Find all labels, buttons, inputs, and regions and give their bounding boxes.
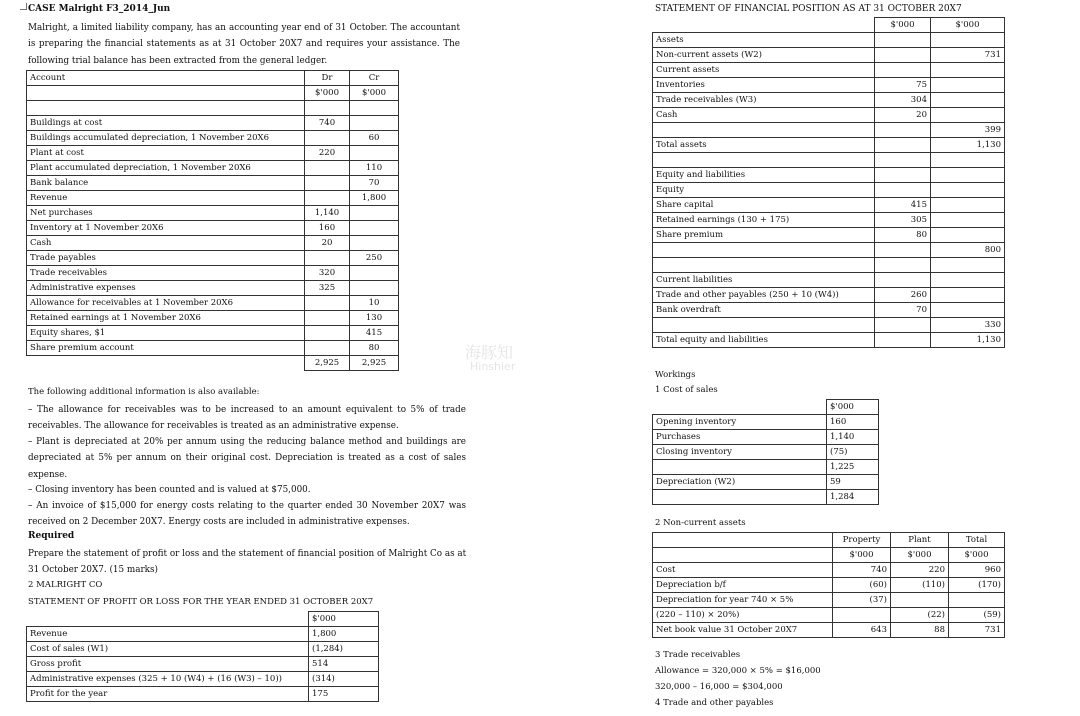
cr-cell: 1,800 (350, 191, 399, 206)
dr-cell (305, 176, 350, 191)
amount-cell: 160 (827, 415, 879, 430)
pl-title: STATEMENT OF PROFIT OR LOSS FOR THE YEAR ENDED 31 OCTOBER 20X7 (28, 597, 374, 607)
cr-cell (350, 266, 399, 281)
account-cell: Allowance for receivables at 1 November 20X6 (27, 296, 305, 311)
amount-cell (875, 153, 931, 168)
additional-info-intro: The following additional information is also available: (28, 387, 260, 397)
dr-cell (305, 131, 350, 146)
item-cell: Share capital (653, 198, 875, 213)
item-cell: Inventories (653, 78, 875, 93)
account-cell: Trade receivables (27, 266, 305, 281)
dr-cell: 1,140 (305, 206, 350, 221)
required-text: Prepare the statement of profit or loss and the statement of financial position of Malright Co as at 31 October 20X7. (15 marks) (28, 549, 467, 576)
dr-cell (305, 311, 350, 326)
table-row (27, 176, 399, 191)
amount-cell: (37) (833, 593, 891, 608)
table-row (653, 578, 1005, 593)
table-row (653, 445, 879, 460)
table-row (653, 318, 1005, 333)
required-label: Required (28, 531, 75, 541)
table-row (27, 326, 399, 341)
table-unit-row (653, 18, 1005, 33)
column-header-dr: Dr (305, 71, 350, 86)
amount-cell (891, 593, 949, 608)
table-row (653, 243, 1005, 258)
item-cell: Cost (653, 563, 833, 578)
table-row (653, 153, 1005, 168)
table-row (653, 258, 1005, 273)
blank-cell (653, 400, 827, 415)
unit-cell: $'000 (350, 86, 399, 101)
dr-cell (305, 161, 350, 176)
cr-cell: 250 (350, 251, 399, 266)
item-cell: Non-current assets (W2) (653, 48, 875, 63)
amount-cell: (110) (891, 578, 949, 593)
subtotal-cell (931, 168, 1005, 183)
column-header: Property (833, 533, 891, 548)
amount-cell: 175 (309, 687, 379, 702)
item-cell: Net book value 31 October 20X7 (653, 623, 833, 638)
dr-cell: 320 (305, 266, 350, 281)
amount-cell: 260 (875, 288, 931, 303)
subtotal-cell (931, 213, 1005, 228)
trial-balance-table (26, 70, 399, 371)
table-row (27, 672, 379, 687)
unit-cell: $'000 (833, 548, 891, 563)
amount-cell: 20 (875, 108, 931, 123)
additional-info-3: – Closing inventory has been counted and is valued at $75,000. (28, 485, 311, 495)
w3-title: 3 Trade receivables (655, 650, 741, 660)
table-row (653, 415, 879, 430)
cr-total-cell: 2,925 (350, 356, 399, 371)
column-header (653, 533, 833, 548)
cr-cell (350, 206, 399, 221)
table-row (27, 642, 379, 657)
dr-cell (305, 296, 350, 311)
amount-cell: 731 (949, 623, 1005, 638)
subtotal-cell (931, 258, 1005, 273)
column-header: Plant (891, 533, 949, 548)
item-cell: Depreciation for year 740 × 5% (653, 593, 833, 608)
account-cell: Cash (27, 236, 305, 251)
unit-cell: $'000 (309, 612, 379, 627)
item-cell: Total equity and liabilities (653, 333, 875, 348)
amount-cell: 740 (833, 563, 891, 578)
item-cell: Gross profit (27, 657, 309, 672)
account-cell: Buildings accumulated depreciation, 1 November 20X6 (27, 131, 305, 146)
table-row (27, 311, 399, 326)
table-row (653, 460, 879, 475)
dr-cell: 740 (305, 116, 350, 131)
table-row (27, 101, 399, 116)
item-cell: Share premium (653, 228, 875, 243)
cr-cell (350, 146, 399, 161)
amount-cell (875, 183, 931, 198)
table-row (653, 78, 1005, 93)
cr-cell (350, 116, 399, 131)
item-cell: Purchases (653, 430, 827, 445)
amount-cell (949, 593, 1005, 608)
financial-position-table (652, 17, 1005, 348)
amount-cell (875, 138, 931, 153)
dr-cell (305, 251, 350, 266)
subtotal-cell (931, 93, 1005, 108)
table-row (653, 608, 1005, 623)
amount-cell (875, 333, 931, 348)
amount-cell: 643 (833, 623, 891, 638)
account-cell: Net purchases (27, 206, 305, 221)
subtotal-cell (931, 33, 1005, 48)
account-cell: Revenue (27, 191, 305, 206)
right-page (650, 0, 1010, 716)
workings-label: Workings (655, 370, 696, 380)
item-cell: Trade and other payables (250 + 10 (W4)) (653, 288, 875, 303)
table-row (27, 281, 399, 296)
table-row (27, 296, 399, 311)
table-total-row (27, 356, 399, 371)
table-row (653, 198, 1005, 213)
table-row (27, 266, 399, 281)
item-cell (653, 243, 875, 258)
account-cell: Retained earnings at 1 November 20X6 (27, 311, 305, 326)
amount-cell: 304 (875, 93, 931, 108)
amount-cell: 220 (891, 563, 949, 578)
answer-heading: 2 MALRIGHT CO (28, 580, 103, 590)
item-cell (653, 153, 875, 168)
dr-cell: 220 (305, 146, 350, 161)
w1-title: 1 Cost of sales (655, 385, 718, 395)
subtotal-cell (931, 288, 1005, 303)
table-row (653, 303, 1005, 318)
table-unit-row (27, 86, 399, 101)
table-row (653, 213, 1005, 228)
table-row (27, 627, 379, 642)
subtotal-cell: 800 (931, 243, 1005, 258)
subtotal-cell (931, 153, 1005, 168)
amount-cell (875, 48, 931, 63)
account-cell: Share premium account (27, 341, 305, 356)
amount-cell: 1,284 (827, 490, 879, 505)
item-cell: Administrative expenses (325 + 10 (W4) + (16 (W3) – 10)) (27, 672, 309, 687)
amount-cell: 80 (875, 228, 931, 243)
table-unit-row (653, 548, 1005, 563)
column-header-cr: Cr (350, 71, 399, 86)
table-row (653, 33, 1005, 48)
item-cell (653, 460, 827, 475)
item-cell: Assets (653, 33, 875, 48)
amount-cell: 1,225 (827, 460, 879, 475)
table-row (27, 687, 379, 702)
table-row (653, 123, 1005, 138)
table-row (653, 430, 879, 445)
cr-cell (350, 101, 399, 116)
item-cell: (220 – 110) × 20%) (653, 608, 833, 623)
cr-cell: 415 (350, 326, 399, 341)
unit-cell (27, 86, 305, 101)
table-row (27, 161, 399, 176)
item-cell: Depreciation b/f (653, 578, 833, 593)
unit-cell (653, 548, 833, 563)
additional-info-2: – Plant is depreciated at 20% per annum using the reducing balance method and buildings are depreciated at 5% per annum on their original cost. Depreciation is treated as a cost of sales expense. (28, 437, 466, 480)
w3-line-2: 320,000 – 16,000 = $304,000 (655, 682, 783, 692)
item-cell: Bank overdraft (653, 303, 875, 318)
table-row (653, 273, 1005, 288)
amount-cell: (75) (827, 445, 879, 460)
dr-cell (305, 191, 350, 206)
unit-cell: $'000 (305, 86, 350, 101)
table-header-row (653, 533, 1005, 548)
dr-cell (305, 341, 350, 356)
amount-cell: (59) (949, 608, 1005, 623)
sfp-title: STATEMENT OF FINANCIAL POSITION AS AT 31 OCTOBER 20X7 (655, 4, 962, 14)
amount-cell (875, 243, 931, 258)
account-cell: Bank balance (27, 176, 305, 191)
table-row (653, 288, 1005, 303)
item-cell: Current liabilities (653, 273, 875, 288)
intro-paragraph: Malright, a limited liability company, has an accounting year end of 31 October. The accountant is preparing the financial statements as at 31 October 20X7 and requires your assistance. The following trial balance has been extracted from the general ledger. (28, 23, 460, 66)
subtotal-cell (931, 78, 1005, 93)
additional-info-1: – The allowance for receivables was to be increased to an amount equivalent to 5% of trade receivables. The allowance for receivables is treated as an administrative expense. (28, 405, 466, 432)
unit-cell: $'000 (827, 400, 879, 415)
item-cell (653, 490, 827, 505)
table-row (653, 138, 1005, 153)
table-row (27, 657, 379, 672)
table-header-row (27, 71, 399, 86)
table-row (653, 48, 1005, 63)
amount-cell (833, 608, 891, 623)
amount-cell: (314) (309, 672, 379, 687)
amount-cell: 70 (875, 303, 931, 318)
item-cell: Opening inventory (653, 415, 827, 430)
additional-info-4: – An invoice of $15,000 for energy costs relating to the quarter ended 30 November 20X7 was received on 2 December 20X7. Energy costs are included in administrative expenses. (28, 501, 466, 528)
item-cell: Cost of sales (W1) (27, 642, 309, 657)
w3-line-1: Allowance = 320,000 × 5% = $16,000 (655, 666, 821, 676)
dr-cell (305, 101, 350, 116)
total-label-cell (27, 356, 305, 371)
dr-cell: 20 (305, 236, 350, 251)
subtotal-cell (931, 228, 1005, 243)
amount-cell: (22) (891, 608, 949, 623)
table-unit-row (27, 612, 379, 627)
subtotal-cell (931, 303, 1005, 318)
table-row (653, 563, 1005, 578)
cr-cell: 60 (350, 131, 399, 146)
amount-cell (875, 33, 931, 48)
subtotal-cell: 1,130 (931, 138, 1005, 153)
subtotal-cell (931, 183, 1005, 198)
non-current-assets-table (652, 532, 1005, 638)
cr-cell (350, 281, 399, 296)
table-row (27, 221, 399, 236)
table-row (653, 593, 1005, 608)
amount-cell: (60) (833, 578, 891, 593)
watermark: 海豚知 (465, 343, 514, 362)
table-row (653, 108, 1005, 123)
blank-cell (27, 612, 309, 627)
table-row (653, 333, 1005, 348)
unit-cell: $'000 (875, 18, 931, 33)
table-row (27, 341, 399, 356)
subtotal-cell (931, 198, 1005, 213)
subtotal-cell: 330 (931, 318, 1005, 333)
dr-total-cell: 2,925 (305, 356, 350, 371)
amount-cell (875, 258, 931, 273)
table-row (653, 623, 1005, 638)
item-cell: Retained earnings (130 + 175) (653, 213, 875, 228)
cr-cell (350, 236, 399, 251)
amount-cell: (170) (949, 578, 1005, 593)
cr-cell (350, 221, 399, 236)
amount-cell (875, 168, 931, 183)
left-page (18, 0, 467, 716)
table-unit-row (653, 400, 879, 415)
cost-of-sales-table (652, 399, 879, 505)
column-header-account: Account (27, 71, 305, 86)
table-row (27, 251, 399, 266)
w4-title: 4 Trade and other payables (655, 698, 774, 708)
account-cell: Inventory at 1 November 20X6 (27, 221, 305, 236)
table-row (653, 63, 1005, 78)
subtotal-cell (931, 108, 1005, 123)
item-cell: Revenue (27, 627, 309, 642)
account-cell: Plant at cost (27, 146, 305, 161)
amount-cell (875, 318, 931, 333)
amount-cell: (1,284) (309, 642, 379, 657)
column-header: Total (949, 533, 1005, 548)
item-cell: Equity and liabilities (653, 168, 875, 183)
cr-cell: 80 (350, 341, 399, 356)
unit-cell: $'000 (949, 548, 1005, 563)
cr-cell: 10 (350, 296, 399, 311)
amount-cell: 1,140 (827, 430, 879, 445)
unit-cell: $'000 (891, 548, 949, 563)
table-row (27, 116, 399, 131)
cr-cell: 70 (350, 176, 399, 191)
table-row (27, 131, 399, 146)
amount-cell: 415 (875, 198, 931, 213)
amount-cell (875, 273, 931, 288)
dr-cell: 160 (305, 221, 350, 236)
account-cell: Administrative expenses (27, 281, 305, 296)
amount-cell: 59 (827, 475, 879, 490)
table-row (27, 206, 399, 221)
amount-cell: 514 (309, 657, 379, 672)
item-cell: Profit for the year (27, 687, 309, 702)
item-cell (653, 258, 875, 273)
table-row (653, 93, 1005, 108)
table-row (653, 490, 879, 505)
subtotal-cell (931, 63, 1005, 78)
table-row (653, 228, 1005, 243)
item-cell: Trade receivables (W3) (653, 93, 875, 108)
case-title: CASE Malright F3_2014_Jun (28, 4, 171, 14)
account-cell: Equity shares, $1 (27, 326, 305, 341)
amount-cell: 305 (875, 213, 931, 228)
cr-cell: 130 (350, 311, 399, 326)
item-cell: Total assets (653, 138, 875, 153)
blank-cell (653, 18, 875, 33)
dr-cell (305, 326, 350, 341)
dr-cell: 325 (305, 281, 350, 296)
account-cell (27, 101, 305, 116)
subtotal-cell: 1,130 (931, 333, 1005, 348)
watermark-sub: Hinshier (470, 360, 516, 373)
table-row (27, 236, 399, 251)
account-cell: Buildings at cost (27, 116, 305, 131)
table-row (653, 475, 879, 490)
amount-cell (875, 63, 931, 78)
table-row (27, 191, 399, 206)
subtotal-cell (931, 273, 1005, 288)
subtotal-cell: 399 (931, 123, 1005, 138)
amount-cell: 1,800 (309, 627, 379, 642)
profit-loss-table (26, 611, 379, 702)
unit-cell: $'000 (931, 18, 1005, 33)
table-row (653, 168, 1005, 183)
item-cell: Depreciation (W2) (653, 475, 827, 490)
w2-title: 2 Non-current assets (655, 518, 746, 528)
item-cell (653, 318, 875, 333)
item-cell: Closing inventory (653, 445, 827, 460)
cr-cell: 110 (350, 161, 399, 176)
item-cell: Equity (653, 183, 875, 198)
subtotal-cell: 731 (931, 48, 1005, 63)
table-row (653, 183, 1005, 198)
amount-cell: 75 (875, 78, 931, 93)
amount-cell: 88 (891, 623, 949, 638)
amount-cell (875, 123, 931, 138)
item-cell: Current assets (653, 63, 875, 78)
item-cell: Cash (653, 108, 875, 123)
account-cell: Plant accumulated depreciation, 1 November 20X6 (27, 161, 305, 176)
account-cell: Trade payables (27, 251, 305, 266)
table-row (27, 146, 399, 161)
amount-cell: 960 (949, 563, 1005, 578)
item-cell (653, 123, 875, 138)
